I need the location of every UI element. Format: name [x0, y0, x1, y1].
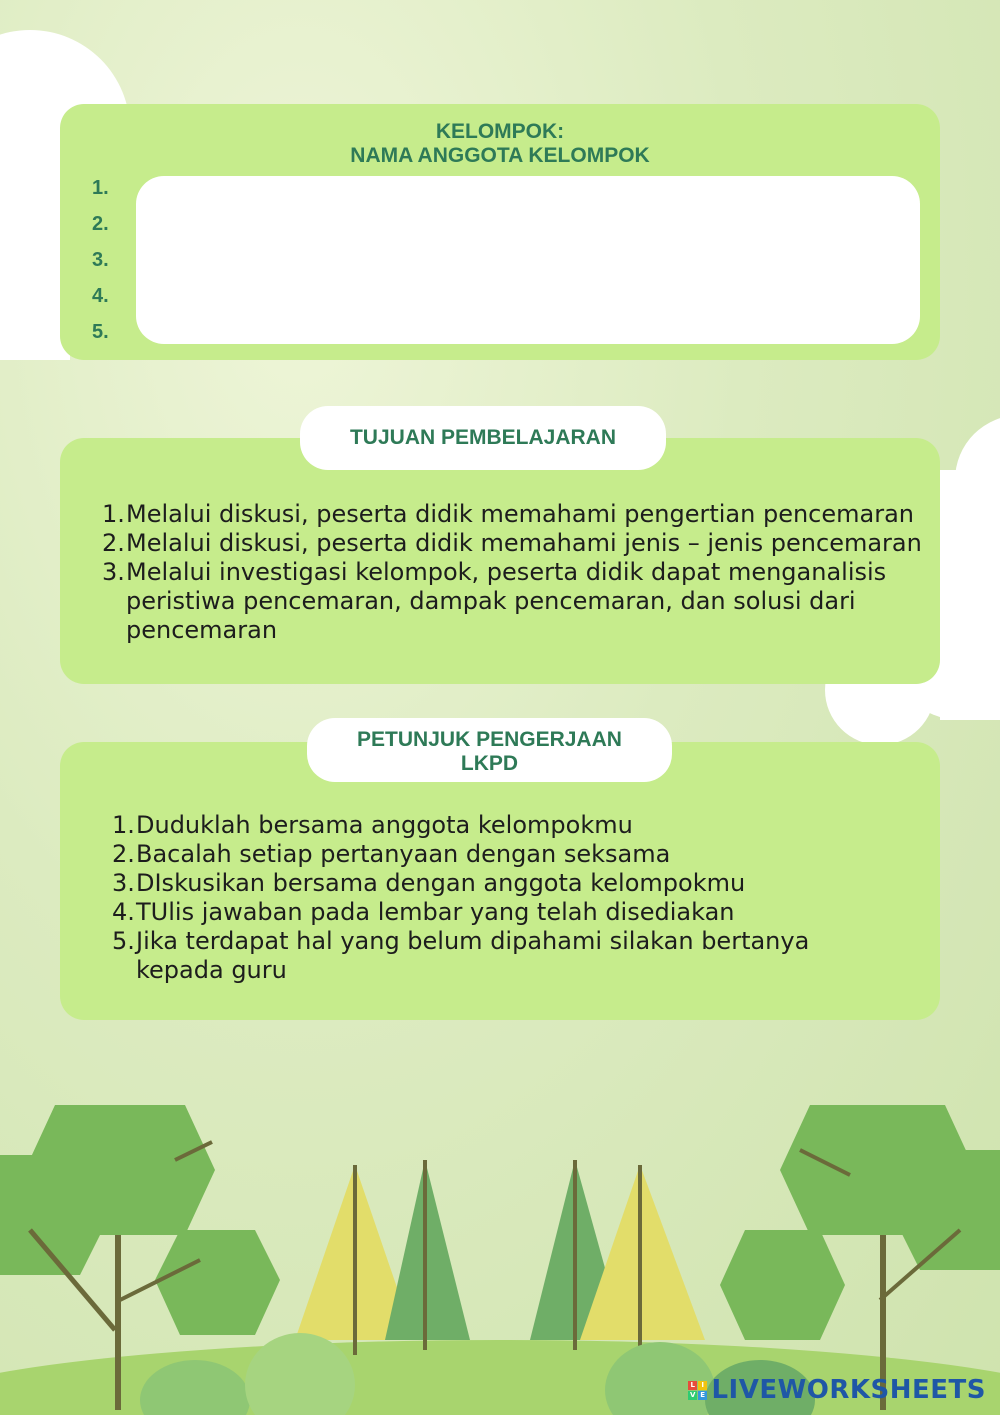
- member-number-list: [92, 176, 109, 356]
- member-number: 1.: [92, 177, 109, 199]
- list-item: Melalui diskusi, peserta didik memahami jenis – jenis pencemaran: [126, 529, 922, 557]
- objectives-heading: [300, 406, 666, 470]
- list-item: Jika terdapat hal yang belum dipahami silakan bertanya kepada guru: [136, 927, 810, 984]
- instructions-list: [112, 811, 896, 985]
- instructions-heading-line2: LKPD: [460, 752, 519, 775]
- tree-middle-conifers: [295, 1160, 705, 1355]
- group-title-line1: KELOMPOK:: [435, 120, 565, 143]
- member-names-input[interactable]: [136, 176, 920, 344]
- list-item: Duduklah bersama anggota kelompokmu: [136, 811, 633, 839]
- liveworksheets-logo-icon: L I V E: [689, 1380, 706, 1399]
- member-number: 2.: [92, 213, 109, 235]
- instructions-heading: [307, 718, 672, 782]
- list-item: TUlis jawaban pada lembar yang telah disediakan: [136, 898, 735, 926]
- group-title: [60, 120, 940, 168]
- instructions-heading-line1: PETUNJUK PENGERJAAN: [357, 728, 622, 751]
- group-title-line2: NAMA ANGGOTA KELOMPOK: [350, 144, 650, 167]
- objectives-list: [102, 500, 962, 645]
- member-number: 3.: [92, 249, 109, 271]
- objectives-heading-text: TUJUAN PEMBELAJARAN: [349, 426, 617, 449]
- liveworksheets-logo-text: LIVEWORKSHEETS: [711, 1375, 986, 1405]
- list-item: DIskusikan bersama dengan anggota kelompokmu: [136, 869, 746, 897]
- list-item: Bacalah setiap pertanyaan dengan seksama: [136, 840, 671, 868]
- liveworksheets-logo[interactable]: [688, 1375, 986, 1405]
- list-item: Melalui investigasi kelompok, peserta didik dapat menganalisis peristiwa pencemaran, dampak pencemaran, dan solusi dari pencemaran: [126, 558, 887, 644]
- member-number: 5.: [92, 321, 109, 343]
- member-number: 4.: [92, 285, 109, 307]
- list-item: Melalui diskusi, peserta didik memahami pengertian pencemaran: [126, 500, 915, 528]
